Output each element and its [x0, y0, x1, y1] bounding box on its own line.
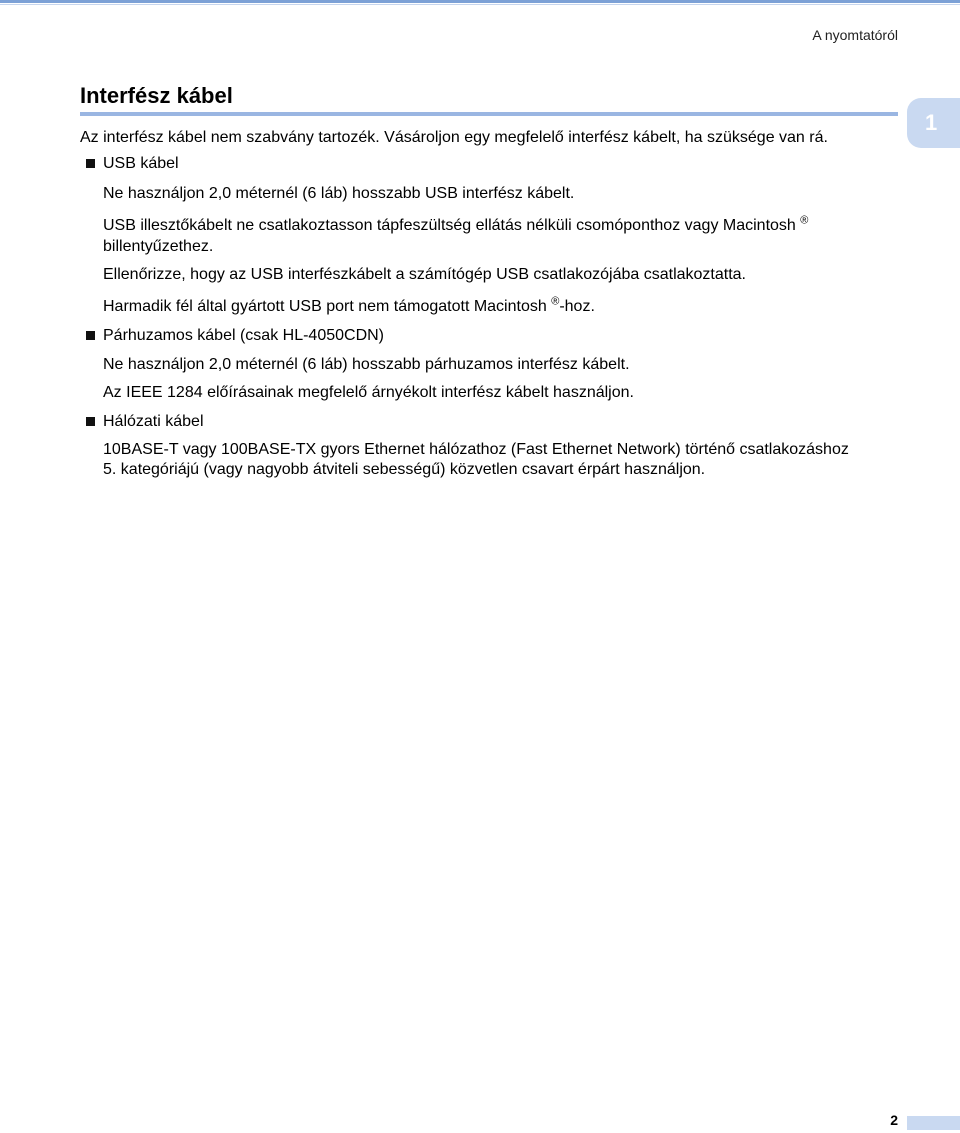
- usb-line-4: Ellenőrizze, hogy az USB interfészkábelt a számítógép USB csatlakozójába csatlakoztatta.: [103, 266, 746, 283]
- registered-mark: ®: [551, 295, 560, 308]
- bullet-square-icon: [86, 417, 95, 426]
- item-heading-usb: USB kábel: [103, 155, 179, 172]
- item-heading-network: Hálózati kábel: [103, 413, 204, 430]
- page-number: 2: [890, 1112, 898, 1128]
- section-title: Interfész kábel: [80, 83, 233, 108]
- running-header: A nyomtatóról: [812, 27, 898, 43]
- footer-tab: [907, 1116, 960, 1130]
- usb-line-3: billentyűzethez.: [103, 238, 214, 255]
- network-line-1: 10BASE-T vagy 100BASE-TX gyors Ethernet hálózathoz (Fast Ethernet Network) történő csatlakozáshoz: [103, 441, 849, 458]
- bullet-square-icon: [86, 331, 95, 340]
- bullet-square-icon: [86, 159, 95, 168]
- parallel-line-2: Az IEEE 1284 előírásainak megfelelő árnyékolt interfész kábelt használjon.: [103, 384, 634, 401]
- top-rule: [0, 0, 960, 3]
- parallel-line-1: Ne használjon 2,0 méternél (6 láb) hosszabb párhuzamos interfész kábelt.: [103, 356, 630, 373]
- chapter-number: 1: [925, 110, 938, 135]
- intro-paragraph: Az interfész kábel nem szabvány tartozék. Vásároljon egy megfelelő interfész kábelt, ha szüksége van rá.: [80, 129, 828, 146]
- top-rule-thin: [0, 4, 960, 5]
- title-underline: [80, 112, 898, 116]
- usb-line-5: Harmadik fél által gyártott USB port nem támogatott Macintosh ®-hoz.: [103, 295, 595, 315]
- usb-line-1: Ne használjon 2,0 méternél (6 láb) hosszabb USB interfész kábelt.: [103, 185, 575, 202]
- usb-line-2: USB illesztőkábelt ne csatlakoztasson tápfeszültség ellátás nélküli csomóponthoz vagy Macintosh ®: [103, 214, 809, 234]
- item-heading-parallel: Párhuzamos kábel (csak HL-4050CDN): [103, 327, 384, 344]
- registered-mark: ®: [800, 214, 809, 227]
- network-line-2: 5. kategóriájú (vagy nagyobb átviteli sebességű) közvetlen csavart érpárt használjon.: [103, 461, 706, 478]
- chapter-tab: [907, 98, 960, 148]
